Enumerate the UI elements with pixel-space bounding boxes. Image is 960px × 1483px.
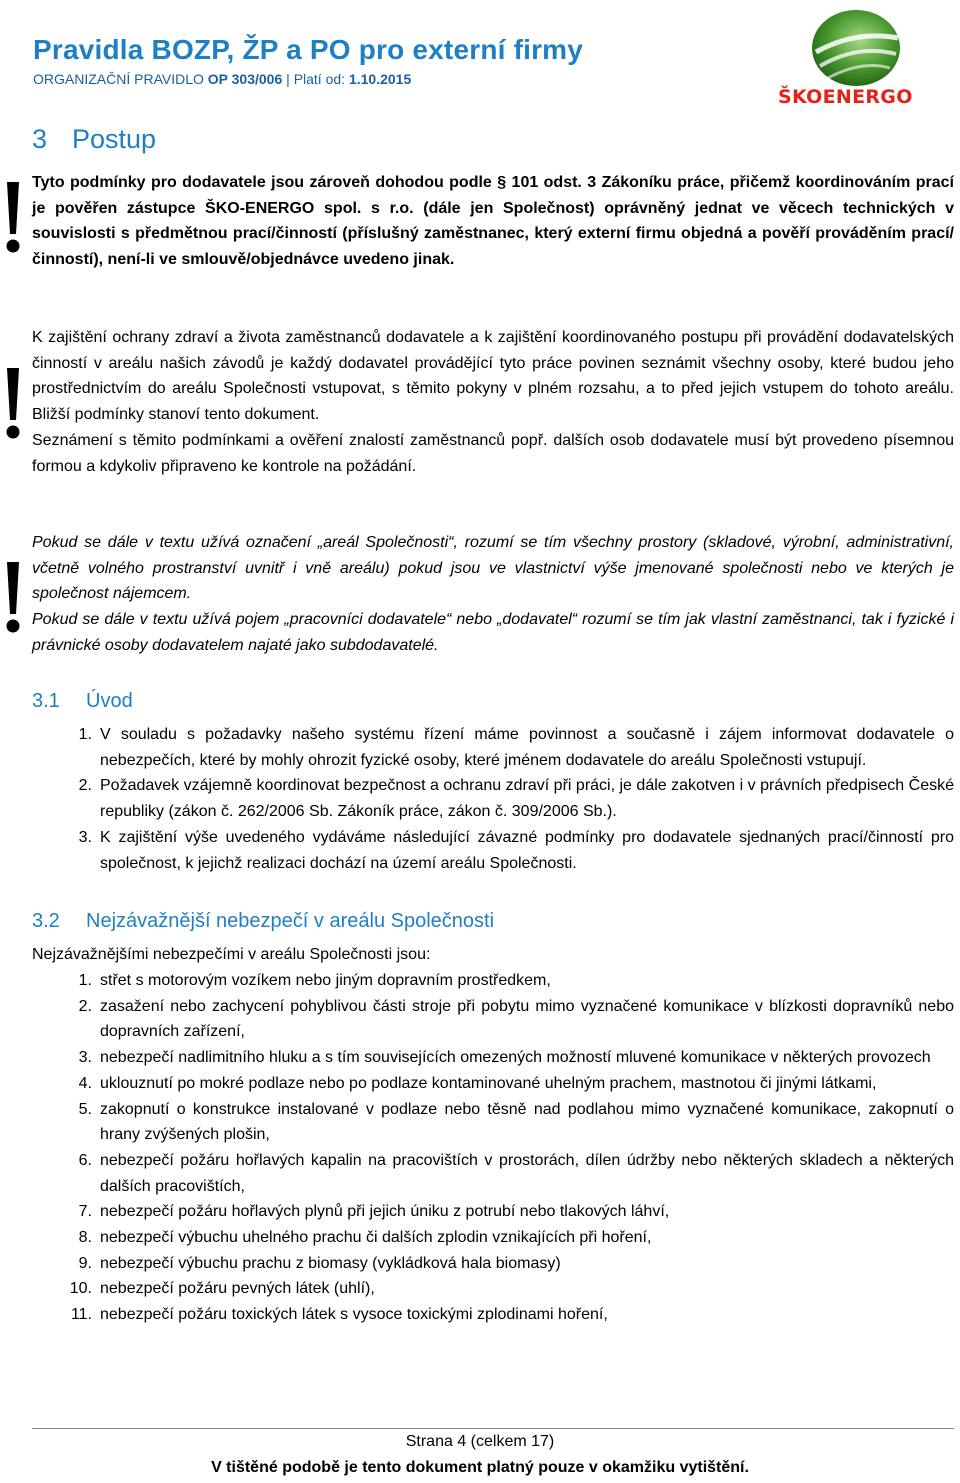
paragraph: Pokud se dále v textu užívá označení „areál Společnosti“, rozumí se tím všechny prostory (skladové, výrobní, administrativní, včetně volného prostranství uvnitř i vně areálu) pokud jsou ve vlastnictví výše jmenované společnosti nebo ve kterých je společnost nájemcem. <box>32 534 954 603</box>
document-title: Pravidla BOZP, ŽP a PO pro externí firmy <box>33 34 584 65</box>
warning-exclamation-icon <box>0 560 26 634</box>
valid-label: Platí od: <box>293 71 346 87</box>
print-validity-note: V tištěné podobě je tento dokument platný pouze v okamžiku vytištění. <box>211 1459 749 1476</box>
section-3-heading <box>32 124 156 155</box>
section-number: 3.1 <box>32 690 60 712</box>
list-item: 2. zasažení nebo zachycení pohyblivou části stroje při pobytu mimo vyznačené komunikace v blízkosti dopravníků nebo dopravních zařízení, <box>78 997 954 1041</box>
globe-icon <box>776 8 930 88</box>
warning-exclamation-icon <box>0 366 26 440</box>
list-item: 10. nebezpečí požáru pevných látek (uhlí), <box>69 1280 375 1298</box>
valid-date: 1.10.2015 <box>348 71 412 87</box>
doc-type: ORGANIZAČNÍ PRAVIDLO <box>33 71 204 87</box>
page-number: Strana 4 (celkem 17) <box>405 1433 555 1450</box>
warning-exclamation-icon <box>0 180 26 254</box>
section-3-1-heading <box>32 690 133 713</box>
page-header <box>0 0 960 115</box>
list-item: 8. nebezpečí výbuchu uhelného prachu či dalších zplodin vznikajících při hoření, <box>78 1229 652 1247</box>
list-item: 2. Požadavek vzájemně koordinovat bezpečnost a ochranu zdraví při práci, je dále zakotven i v právních předpisech České republiky (zákon č. 262/2006 Sb. Zákoník práce, zákon č. 309/2006 Sb.). <box>78 777 954 821</box>
company-logo <box>776 8 930 108</box>
safety-paragraph <box>32 325 954 479</box>
list-item: 6. nebezpečí požáru hořlavých kapalin na pracovištích v prostorách, dílen údržby nebo některých skladech a některých dalších pracovištích, <box>78 1151 954 1195</box>
intro-list <box>78 722 954 876</box>
definitions-paragraph <box>32 530 954 659</box>
list-item: 3. K zajištění výše uvedeného vydáváme následující závazné podmínky pro dodavatele sjednaných prací/činností pro společnost, k jejichž realizaci dochází na území areálu Společnosti. <box>78 828 954 872</box>
paragraph: Seznámení s těmito podmínkami a ověření znalostí zaměstnanců popř. dalších osob dodavatele musí být provedeno písemnou formou a kdykoliv připraveno ke kontrole na požádání. <box>32 431 954 475</box>
list-item: 9. nebezpečí výbuchu prachu z biomasy (vykládková hala biomasy) <box>78 1254 561 1272</box>
section-3-2-heading <box>32 910 494 933</box>
section-number: 3.2 <box>32 910 60 932</box>
footer-divider <box>32 1428 954 1429</box>
section-title: Postup <box>72 124 157 154</box>
section-title: Úvod <box>86 690 133 712</box>
document-meta <box>33 71 411 87</box>
logo-wordmark: ŠKOENERGO <box>778 86 913 108</box>
section-title: Nejzávažnější nebezpečí v areálu Společnosti <box>86 910 495 932</box>
hazards-intro: Nejzávažnějšími nebezpečími v areálu Společnosti jsou: <box>32 946 431 963</box>
paragraph: K zajištění ochrany zdraví a života zaměstnanců dodavatele a k zajištění koordinovaného postupu při provádění dodavatelských činností v areálu našich závodů je každý dodavatel provádějící tyto práce povinen seznámit všechny osoby, které budou jeho prostřednictvím do areálu Společnosti vstupovat, s těmito pokyny v plném rozsahu, a to před jejich vstupem do tohoto areálu. Bližší podmínky stanoví tento dokument. <box>32 329 954 424</box>
list-item: 1. střet s motorovým vozíkem nebo jiným dopravním prostředkem, <box>78 972 551 989</box>
hazards-list <box>69 968 954 1328</box>
paragraph: Pokud se dále v textu užívá pojem „pracovníci dodavatele“ nebo „dodavatel“ rozumí se tím jak vlastní zaměstnanci, tak i fyzické i právnické osoby dodavatelem najaté jako subdodavatelé. <box>32 611 954 654</box>
list-item: 3. nebezpečí nadlimitního hluku a s tím souvisejících omezených možností mluvené komunikace v některých provozech <box>78 1049 931 1067</box>
list-item: 5. zakopnutí o konstrukce instalované v podlaze nebo těsně nad podlahou mimo vyznačené komunikace, zakopnutí o hrany zvýšených plošin, <box>78 1100 954 1144</box>
list-item: 1. V souladu s požadavky našeho systému řízení máme povinnost a současně i zájem informovat dodavatele o nebezpečích, které by mohly ohrozit fyzické osoby, které jménem dodavatele do areálu Společnosti vstupují. <box>78 726 954 769</box>
meta-separator: | <box>286 71 290 87</box>
doc-number: OP 303/006 <box>207 71 283 87</box>
list-item: 11. nebezpečí požáru toxických látek s vysoce toxickými zplodinami hoření, <box>70 1306 608 1324</box>
list-item: 4. uklouznutí po mokré podlaze nebo po podlaze kontaminované uhelným prachem, mastnotou či jinými látkami, <box>78 1074 877 1092</box>
section-number: 3 <box>32 124 48 154</box>
intro-paragraph: Tyto podmínky pro dodavatele jsou zároveň dohodou podle § 101 odst. 3 Zákoníku práce, přičemž koordinováním prací je pověřen zástupce ŠKO-ENERGO spol. s r.o. (dále jen Společnost) oprávněný jednat ve věcech technických v souvislosti s předmětnou prací/činností (příslušný zaměstnanec, který externí firmu objedná a pověří prováděním prací/činností), není-li ve smlouvě/objednávce uvedeno jinak. <box>32 174 954 269</box>
list-item: 7. nebezpečí požáru hořlavých plynů při jejich úniku z potrubí nebo tlakových láhví, <box>78 1203 670 1221</box>
